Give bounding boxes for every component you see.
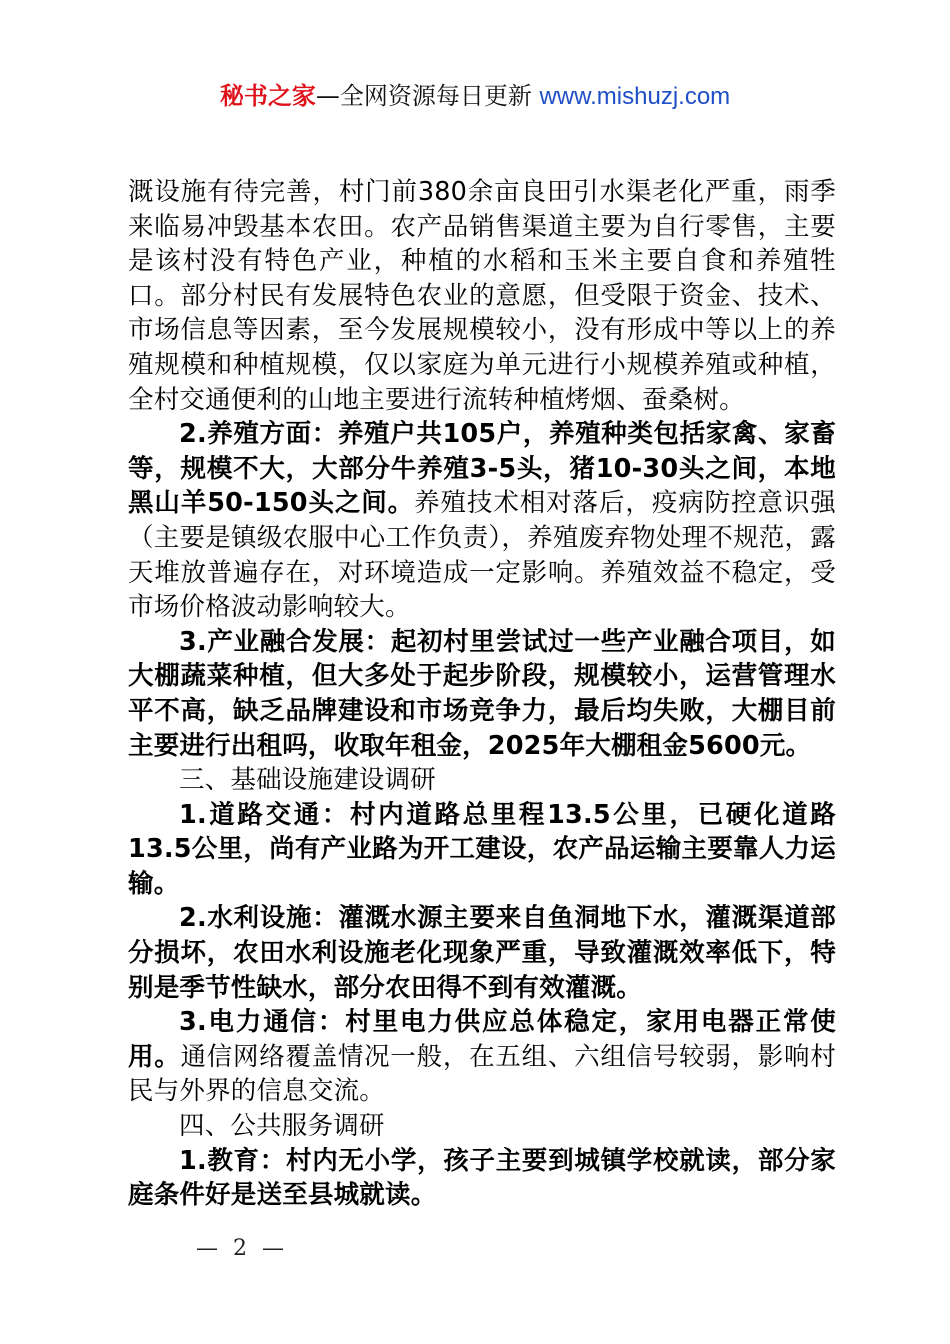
- paragraph-industry-integration: 3.产业融合发展：起初村里尝试过一些产业融合项目，如大棚蔬菜种植，但大多处于起步阶段，规模较小，运营管理水平不高，缺乏品牌建设和市场竞争力，最后均失败，大棚目前主要进行出租吗，收取年租金，2025年大棚租金5600元。: [128, 626, 836, 761]
- power-bold-text: 3.电力通信：村里电力供应总体稳定，家用电器正常使用。: [128, 1007, 836, 1072]
- paragraph-agriculture-continued: 溉设施有待完善，村门前380余亩良田引水渠老化严重，雨季来临易冲毁基本农田。农产品销售渠道主要为自行零售，主要是该村没有特色产业，种植的水稻和玉米主要自食和养殖牲口。部分村民有发展特色农业的意愿，但受限于资金、技术、市场信息等因素，至今发展规模较小，没有形成中等以上的养殖规模和种植规模，仅以家庭为单元进行小规模养殖或种植，全村交通便利的山地主要进行流转种植烤烟、蚕桑树。: [128, 177, 836, 415]
- document-body: [128, 175, 836, 1213]
- header-url[interactable]: www.mishuzj.com: [539, 83, 731, 110]
- section-heading-infrastructure: 三、基础设施建设调研: [179, 765, 437, 796]
- paragraph-water-conservancy: 2.水利设施：灌溉水源主要来自鱼洞地下水，灌溉渠道部分损坏，农田水利设施老化现象严重，导致灌溉效率低下，特别是季节性缺水，部分农田得不到有效灌溉。: [128, 903, 836, 1003]
- brand-name: 秘书之家: [219, 82, 316, 110]
- livestock-text: 养殖技术相对落后，疫病防控意识强（主要是镇级农服中心工作负责），养殖废弃物处理不规范，露天堆放普遍存在，对环境造成一定影响。养殖效益不稳定，受市场价格波动影响较大。: [128, 488, 836, 623]
- page-number: — 2 —: [196, 1236, 288, 1261]
- paragraph-livestock: [128, 417, 836, 625]
- paragraph-power-communication: [128, 1005, 836, 1109]
- section-heading-public-services: 四、公共服务调研: [179, 1111, 385, 1142]
- livestock-bold-text: 2.养殖方面：养殖户共105户，养殖种类包括家禽、家畜等，规模不大，大部分牛养殖3-5头，猪10-30头之间，本地黑山羊50-150头之间。: [128, 419, 836, 519]
- header-tagline: —全网资源每日更新: [315, 82, 532, 110]
- power-text: 通信网络覆盖情况一般，在五组、六组信号较弱，影响村民与外界的信息交流。: [128, 1041, 836, 1107]
- paragraph-roads: 1.道路交通：村内道路总里程13.5公里，已硬化道路13.5公里，尚有产业路为开工建设，农产品运输主要靠人力运输。: [128, 799, 836, 899]
- page-header: [0, 80, 950, 113]
- paragraph-education: 1.教育：村内无小学，孩子主要到城镇学校就读，部分家庭条件好是送至县城就读。: [128, 1145, 836, 1211]
